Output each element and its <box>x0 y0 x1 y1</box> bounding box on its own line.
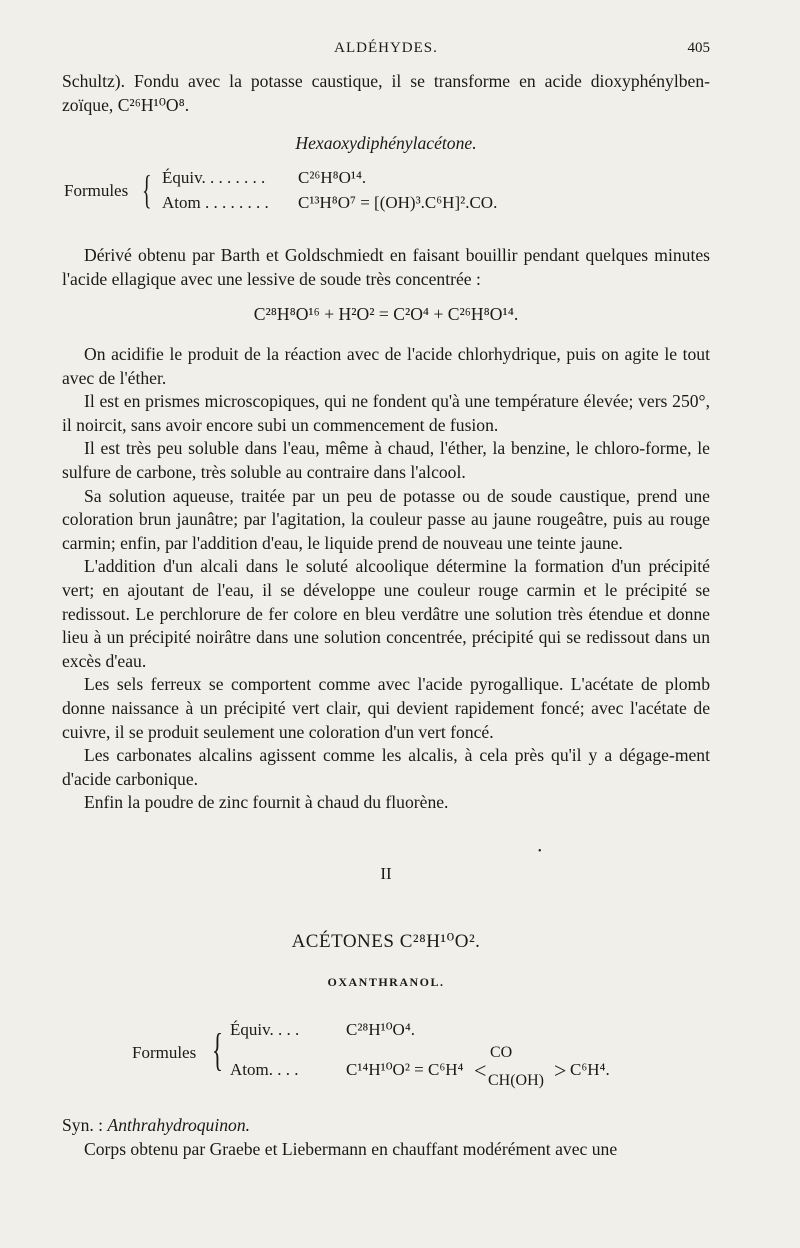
formulas-hexaoxy <box>62 168 710 224</box>
equiv-label: Équiv. . . . <box>230 1020 300 1039</box>
derivation-paragraph: Dérivé obtenu par Barth et Goldschmiedt en faisant bouillir pendant quelques minutes l'acide ellagique avec une lessive de soude très concentrée : <box>62 245 710 289</box>
section-acetones <box>62 840 710 1000</box>
last-paragraph: Corps obtenu par Graebe et Liebermann en chauffant modérément avec une <box>84 1138 618 1159</box>
paragraph: Il est très peu soluble dans l'eau, même à chaud, l'éther, la benzine, le chloro-forme, le sulfure de carbone, très soluble au contraire dans l'alcool. <box>62 438 710 482</box>
paragraph: On acidifie le produit de la réaction avec de l'acide chlorhydrique, puis on agite le tout avec de l'éther. <box>62 344 710 388</box>
struct-end: C⁶H⁴. <box>570 1060 610 1079</box>
reaction-equation-block <box>62 304 710 330</box>
subsection-title: OXANTHRANOL. <box>327 975 445 989</box>
equiv-formula: C²⁶H⁸O¹⁴. <box>298 168 367 187</box>
struct-top: CO <box>490 1044 513 1061</box>
paragraph: Il est en prismes microscopiques, qui ne fondent qu'à une température élevée; vers 250°, il noircit, sans avoir encore subi un commencement de fusion. <box>62 391 710 435</box>
intro-paragraph: Schultz). Fondu avec la potasse caustique, il se transforme en acide dioxyphénylben-zoïque, C²⁶H¹⁰O⁸. <box>62 71 710 115</box>
paragraph: Sa solution aqueuse, traitée par un peu de potasse ou de soude caustique, prend une coloration brun jaunâtre; par l'agitation, la couleur passe au jaune rougeâtre, puis au rouge carmin; enfin, par l'addition d'eau, le liquide prend de nouveau une teinte jaune. <box>62 485 710 553</box>
equiv-label: Équiv. . . . . . . . <box>162 168 266 187</box>
atom-label: Atom . . . . . . . . <box>162 193 269 212</box>
atom-formula: C¹³H⁸O⁷ = [(OH)³.C⁶H]².CO. <box>298 193 498 212</box>
synonym-block <box>62 1114 710 1161</box>
equiv-formula: C²⁸H¹⁰O⁴. <box>346 1020 416 1039</box>
reaction-equation: C²⁸H⁸O¹⁶ + H²O² = C²O⁴ + C²⁶H⁸O¹⁴. <box>253 304 519 324</box>
paragraph: Enfin la poudre de zinc fournit à chaud du fluorène. <box>84 792 449 813</box>
syn-value: Anthrahydroquinon. <box>107 1115 251 1135</box>
formulas-label: Formules <box>64 181 129 200</box>
brace-icon: { <box>212 1024 224 1075</box>
section-title: ACÉTONES C²⁸H¹⁰O². <box>291 931 481 952</box>
dot-mark: • <box>538 846 542 857</box>
properties-block <box>62 343 710 815</box>
derivation-block <box>62 244 710 291</box>
paragraph: Les sels ferreux se comportent comme avec l'acide pyrogallique. L'acétate de plomb donne naissance à un précipité vert clair, qui devient rapidement foncé; avec l'acétate de cuivre, il se produit seulement une coloration d'un vert foncé. <box>62 674 710 742</box>
synonym-line <box>62 1114 710 1138</box>
bond-right-icon: > <box>554 1058 567 1083</box>
running-title: ALDÉHYDES. <box>334 40 438 56</box>
struct-bottom: CH(OH) <box>488 1072 544 1089</box>
intro-block <box>62 70 710 117</box>
bond-left-icon: < <box>474 1058 487 1083</box>
formulas-oxanthranol <box>62 1020 710 1100</box>
formulas-label: Formules <box>132 1043 197 1062</box>
paragraph: L'addition d'un alcali dans le soluté alcoolique détermine la formation d'un précipité vert; en ajoutant de l'eau, il se développe une couleur rouge carmin et le précipité se redissout. Le perchlorure de fer colore en bleu verdâtre une solution très étendue et donne lieu à un précipité noirâtre dans une solution concentrée, précipité qui se redissout dans un excès d'eau. <box>62 556 710 671</box>
atom-label: Atom. . . . <box>230 1060 299 1079</box>
section-number: II <box>380 864 392 883</box>
brace-icon: { <box>142 167 152 212</box>
syn-label: Syn. : <box>62 1115 104 1135</box>
paragraph: Les carbonates alcalins agissent comme les alcalis, à cela près qu'il y a dégage-ment d'acide carbonique. <box>62 745 710 789</box>
atom-formula: C¹⁴H¹⁰O² = C⁶H⁴ <box>346 1060 464 1079</box>
compound-title-block <box>62 132 710 156</box>
page-header <box>62 40 710 66</box>
compound-title: Hexaoxydiphénylacétone. <box>295 133 477 153</box>
page-number: 405 <box>687 40 710 56</box>
